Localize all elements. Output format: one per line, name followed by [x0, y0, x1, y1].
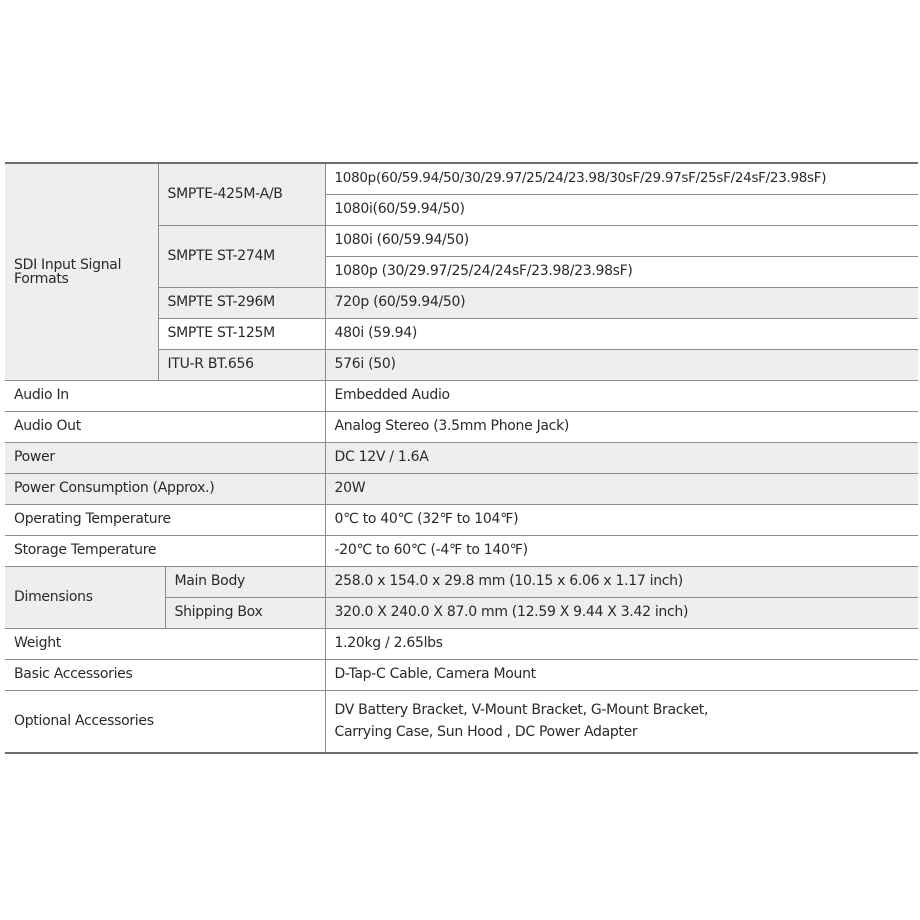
spec-label: Storage Temperature	[5, 535, 325, 566]
spec-value: D-Tap-C Cable, Camera Mount	[325, 659, 918, 690]
spec-row-power-consumption	[5, 473, 918, 504]
spec-row-audio-in	[5, 380, 918, 411]
dimensions-value: 258.0 x 154.0 x 29.8 mm (10.15 x 6.06 x 1.17 inch)	[325, 566, 918, 597]
sdi-format-value: 576i (50)	[325, 349, 918, 380]
spec-row-sdi-425-1	[5, 163, 918, 194]
spec-label: Operating Temperature	[5, 504, 325, 535]
spec-row-dimensions-main	[5, 566, 918, 597]
sdi-standard-name: SMPTE-425M-A/B	[158, 163, 325, 225]
sdi-format-value: 1080p(60/59.94/50/30/29.97/25/24/23.98/30sF/29.97sF/25sF/24sF/23.98sF)	[325, 163, 918, 194]
spec-label: Power Consumption (Approx.)	[5, 473, 325, 504]
optional-accessories-line2: Carrying Case, Sun Hood , DC Power Adapter	[334, 724, 638, 741]
spec-row-basic-accessories	[5, 659, 918, 690]
dimensions-sub-label: Shipping Box	[165, 597, 325, 628]
sdi-format-value: 1080i (60/59.94/50)	[325, 225, 918, 256]
spec-row-weight	[5, 628, 918, 659]
spec-table	[5, 162, 918, 754]
spec-value: 20W	[325, 473, 918, 504]
spec-value: -20℃ to 60℃ (-4℉ to 140℉)	[325, 535, 918, 566]
sdi-format-value: 1080p (30/29.97/25/24/24sF/23.98/23.98sF)	[325, 256, 918, 287]
dimensions-value: 320.0 X 240.0 X 87.0 mm (12.59 X 9.44 X 3.42 inch)	[325, 597, 918, 628]
sdi-label-line2: Formats	[14, 270, 69, 287]
dimensions-label: Dimensions	[5, 566, 165, 628]
sdi-formats-label	[5, 163, 158, 380]
spec-value: 1.20kg / 2.65lbs	[325, 628, 918, 659]
spec-row-power	[5, 442, 918, 473]
dimensions-sub-label: Main Body	[165, 566, 325, 597]
spec-row-operating-temperature	[5, 504, 918, 535]
spec-value: Analog Stereo (3.5mm Phone Jack)	[325, 411, 918, 442]
spec-label: Weight	[5, 628, 325, 659]
spec-row-storage-temperature	[5, 535, 918, 566]
spec-label: Optional Accessories	[5, 690, 325, 753]
spec-value: Embedded Audio	[325, 380, 918, 411]
spec-value: 0℃ to 40℃ (32℉ to 104℉)	[325, 504, 918, 535]
sdi-format-value: 480i (59.94)	[325, 318, 918, 349]
spec-value	[325, 690, 918, 753]
spec-label: Power	[5, 442, 325, 473]
sdi-format-value: 1080i(60/59.94/50)	[325, 194, 918, 225]
sdi-standard-name: SMPTE ST-274M	[158, 225, 325, 287]
optional-accessories-line1: DV Battery Bracket, V-Mount Bracket, G-Mount Bracket,	[334, 702, 709, 719]
spec-label: Audio In	[5, 380, 325, 411]
sdi-standard-name: ITU-R BT.656	[158, 349, 325, 380]
sdi-label-line1: SDI Input Signal	[14, 256, 122, 273]
spec-label: Basic Accessories	[5, 659, 325, 690]
sdi-standard-name: SMPTE ST-296M	[158, 287, 325, 318]
spec-row-optional-accessories	[5, 690, 918, 753]
spec-row-audio-out	[5, 411, 918, 442]
spec-label: Audio Out	[5, 411, 325, 442]
sdi-format-value: 720p (60/59.94/50)	[325, 287, 918, 318]
spec-value: DC 12V / 1.6A	[325, 442, 918, 473]
sdi-standard-name: SMPTE ST-125M	[158, 318, 325, 349]
